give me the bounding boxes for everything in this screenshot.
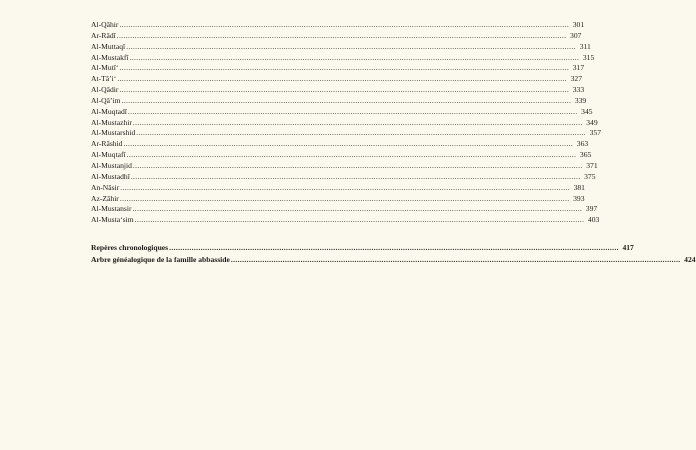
- appendix-entry: [91, 254, 696, 266]
- entry-title: Al-Qâdir: [91, 85, 119, 95]
- toc-entry: [91, 41, 591, 53]
- dot-leader: ........................................................................................................................................................................................................: [126, 150, 577, 160]
- dot-leader: ........................................................................................................................................................................................................: [119, 193, 570, 203]
- page-number: 301: [572, 20, 585, 29]
- entry-title: Al-Musta‘sim: [91, 215, 134, 225]
- toc-entry: [91, 20, 585, 31]
- entry-title: Al-Muqtadî: [91, 106, 127, 116]
- page-number: 311: [579, 41, 591, 51]
- page-number: 381: [573, 182, 585, 192]
- dot-leader: ........................................................................................................................................................................................................: [119, 85, 570, 95]
- entry-title: Al-Mustakfî: [91, 52, 129, 62]
- page-number: 327: [570, 74, 582, 84]
- page-number: 417: [622, 243, 634, 252]
- entry-title: An-Nâsir: [91, 182, 120, 192]
- dot-leader: ........................................................................................................................................................................................................: [130, 171, 581, 181]
- entry-title: Al-Mustazhir: [91, 117, 132, 127]
- page-number: 315: [582, 52, 595, 62]
- table-of-contents: [91, 20, 601, 226]
- toc-entry: [91, 215, 600, 226]
- entry-title: At-Tâ’i‘: [91, 74, 117, 84]
- dot-leader: ........................................................................................................................................................................................................: [123, 139, 574, 149]
- toc-entry: [91, 117, 598, 129]
- dot-leader: ........................................................................................................................................................................................................: [132, 160, 583, 170]
- toc-entry: [91, 139, 589, 150]
- dot-leader: ........................................................................................................................................................................................................: [126, 41, 576, 51]
- toc-entry: [91, 106, 593, 118]
- dot-leader: ........................................................................................................................................................................................................: [127, 106, 578, 116]
- entry-title: Al-Qâhir: [91, 20, 119, 29]
- toc-entry: [91, 204, 598, 215]
- entry-title: Az-Zâhir: [91, 193, 119, 203]
- page-number: 393: [573, 193, 585, 203]
- toc-entry: [91, 74, 582, 85]
- page-number: 333: [572, 85, 585, 95]
- entry-title: Al-Mustadhî: [91, 171, 130, 181]
- appendix-contents: [91, 242, 696, 265]
- page-number: 371: [586, 160, 598, 170]
- entry-title: Al-Muttaqî: [91, 41, 126, 51]
- page-number: 403: [587, 215, 600, 225]
- page-number: 307: [570, 30, 582, 40]
- toc-entry: [91, 150, 592, 161]
- dot-leader: ........................................................................................................................................................................................................: [119, 63, 570, 73]
- page-number: 317: [572, 63, 585, 73]
- entry-title: Al-Mustarshid: [91, 128, 136, 138]
- dot-leader: ........................................................................................................................................................................................................: [120, 182, 570, 192]
- entry-title: Al-Mustanjid: [91, 160, 132, 170]
- dot-leader: ........................................................................................................................................................................................................: [136, 128, 586, 138]
- toc-entry: [91, 95, 587, 107]
- page-number: 349: [586, 117, 598, 127]
- appendix-entry: [91, 242, 634, 254]
- page-number: 357: [589, 128, 601, 138]
- entry-title: Ar-Râshid: [91, 139, 123, 149]
- dot-leader: ........................................................................................................................................................................................................: [169, 243, 619, 252]
- toc-entry: [91, 85, 585, 96]
- toc-entry: [91, 182, 585, 194]
- toc-entry: [91, 171, 596, 183]
- page-number: 424: [684, 254, 696, 264]
- page-number: 345: [581, 106, 593, 116]
- page-number: 363: [576, 139, 589, 149]
- entry-title: Arbre généalogique de la famille abbasside: [91, 254, 230, 264]
- entry-title: Al-Mustansir: [91, 204, 132, 214]
- page-number: 375: [584, 171, 596, 181]
- dot-leader: ........................................................................................................................................................................................................: [230, 254, 681, 264]
- entry-title: Repères chronologiques: [91, 243, 169, 252]
- dot-leader: ........................................................................................................................................................................................................: [132, 204, 583, 214]
- dot-leader: ........................................................................................................................................................................................................: [119, 20, 570, 29]
- entry-title: Ar-Râdî: [91, 30, 116, 40]
- dot-leader: ........................................................................................................................................................................................................: [116, 30, 567, 40]
- toc-entry: [91, 52, 595, 64]
- entry-title: Al-Muqtafî: [91, 150, 126, 160]
- toc-entry: [91, 128, 601, 139]
- toc-entry: [91, 63, 585, 74]
- dot-leader: ........................................................................................................................................................................................................: [121, 95, 572, 105]
- toc-entry: [91, 160, 598, 172]
- entry-title: Al-Mutî‘: [91, 63, 119, 73]
- page-number: 397: [585, 204, 598, 214]
- dot-leader: ........................................................................................................................................................................................................: [134, 215, 585, 225]
- page-number: 339: [574, 95, 587, 105]
- dot-leader: ........................................................................................................................................................................................................: [117, 74, 567, 84]
- dot-leader: ........................................................................................................................................................................................................: [129, 52, 580, 62]
- entry-title: Al-Qâ’im: [91, 95, 121, 105]
- page-number: 365: [579, 150, 592, 160]
- dot-leader: ........................................................................................................................................................................................................: [132, 117, 583, 127]
- toc-entry: [91, 30, 582, 42]
- toc-entry: [91, 193, 585, 205]
